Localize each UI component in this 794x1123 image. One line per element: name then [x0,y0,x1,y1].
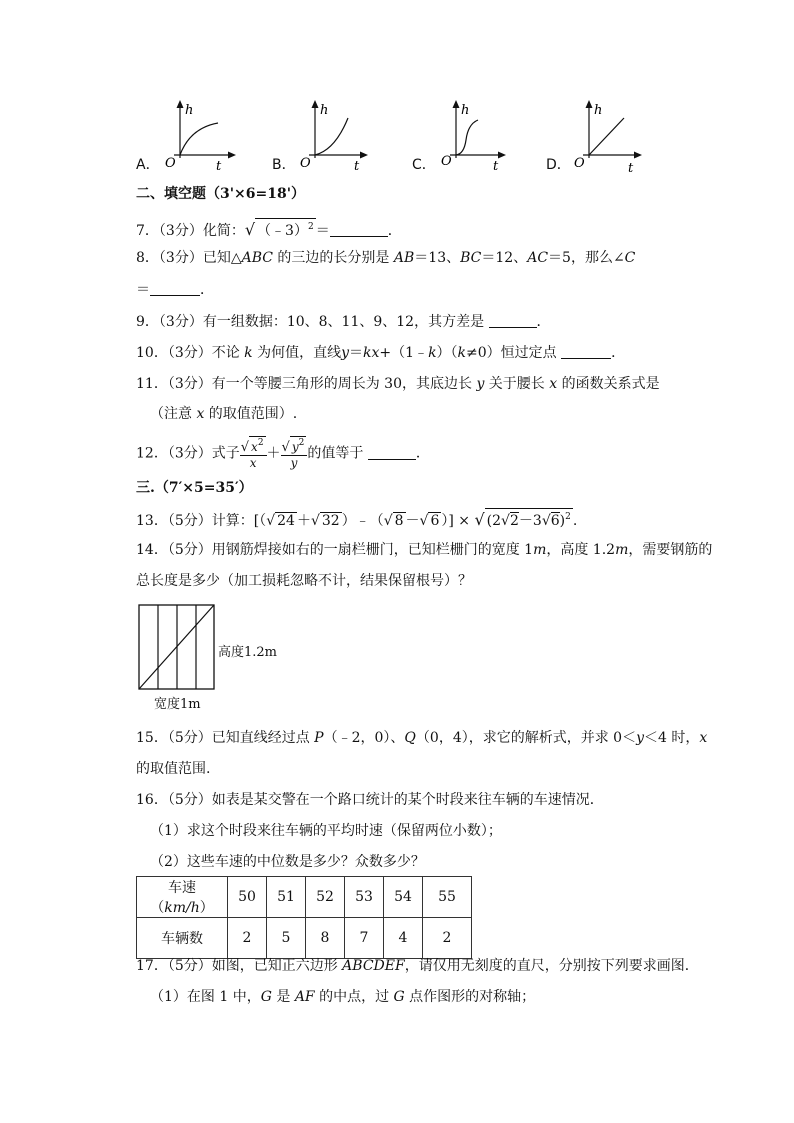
graph-b [300,100,368,174]
question-16: 16．（5分）如表是某交警在一个路口统计的某个时段来往车辆的车速情况． [136,792,604,808]
answer-blank-7[interactable] [330,222,388,237]
graph-c-o: O [441,154,452,169]
question-10: 10．（3分）不论 k 为何值，直线y＝kx+（1﹣k）（k≠0）恒过定点 ． [136,345,626,361]
question-13: 13．（5分）计算：[（√ 24 ＋√ 32 ）﹣（√ 8 －√ 6 ）] × √ $(2√2-3√6)^2$ . [136,510,578,529]
graph-a [165,100,236,174]
graph-d-o: O [574,156,585,171]
question-17-sub1: （1）在图 1 中，G 是 AF 的中点，过 G 点作图形的对称轴； [150,989,536,1005]
question-11: 11．（3分）有一个等腰三角形的周长为 30，其底边长 y 关于腰长 x 的函数关系式是 [136,376,660,392]
table-cell: 2 [423,918,472,959]
graph-c-curve [456,120,478,155]
question-7: 7．（3分）化简：√ （﹣3）$^2$ ＝ ． [136,220,402,239]
graph-b-curve [315,118,348,155]
section-3-title: 三.（7′×5=35′） [136,480,253,496]
table-row [137,918,472,959]
graph-c [441,100,506,174]
graph-c-t: t [493,159,499,174]
question-8: 8．（3分）已知△ABC 的三边的长分别是 AB＝13、BC＝12、AC＝5，那么∠C [136,250,636,266]
answer-blank-8[interactable] [150,281,200,296]
graph-d-line [589,118,624,155]
question-11-line2: （注意 x 的取值范围）. [150,406,298,422]
table-cell: 52 [306,877,345,918]
table-header-count: 车辆数 [137,918,228,959]
question-8-line2: ＝ ． [136,282,214,298]
graph-a-o: O [165,156,176,171]
table-cell: 53 [345,877,384,918]
answer-blank-9[interactable] [489,313,537,328]
table-header-speed: 车速（km/h） [137,877,228,918]
table-cell: 54 [384,877,423,918]
section-fill-in-title: 二、填空题（3'×6=18'） [136,186,305,202]
answer-blank-12[interactable] [368,445,416,460]
question-17: 17．（5分）如图，已知正六边形 ABCDEF，请仅用无刻度的直尺，分别按下列要求画图． [136,958,699,974]
table-cell: 2 [228,918,267,959]
graph-d [574,100,642,176]
table-row [137,877,472,918]
graph-a-t: t [216,159,222,174]
graph-b-t: t [354,159,360,174]
table-cell: 5 [267,918,306,959]
table-cell: 4 [384,918,423,959]
table-cell: 55 [423,877,472,918]
graph-c-h: h [461,103,470,118]
graph-d-h: h [594,103,603,118]
option-c-label: C． [412,157,436,173]
question-14: 14．（5分）用钢筋焊接如右的一扇栏栅门，已知栏栅门的宽度 1m，高度 1.2m，需要钢筋的 [136,542,713,558]
table-cell: 8 [306,918,345,959]
gate-width-label: 宽度1m [154,697,201,712]
question-16-sub2: （2）这些车速的中位数是多少？众数多少？ [150,854,425,870]
table-cell: 50 [228,877,267,918]
speed-table [136,876,472,959]
option-d-label: D． [546,157,571,173]
option-b-label: B． [272,157,296,173]
question-15: 15．（5分）已知直线经过点 P（﹣2，0）、Q（0，4），求它的解析式，并求 0＜y＜4 时，x [136,730,708,746]
graph-b-o: O [300,156,311,171]
graph-options [0,0,794,180]
question-16-sub1: （1）求这个时段来往车辆的平均时速（保留两位小数）； [150,823,502,839]
graph-a-curve [180,123,218,155]
graph-b-h: h [320,103,329,118]
answer-blank-10[interactable] [561,344,611,359]
graph-a-h: h [185,103,194,118]
question-14-line2: 总长度是多少（加工损耗忽略不计，结果保留根号）？ [136,573,472,589]
question-9: 9．（3分）有一组数据：10、8、11、9、12，其方差是 ． [136,314,551,330]
table-cell: 7 [345,918,384,959]
option-a-label: A． [136,157,160,173]
graph-d-t: t [628,161,634,176]
question-15-line2: 的取值范围. [136,761,211,777]
question-12: 12．（3分）式子 $\frac{√ x^2}{x}$ ＋ $\frac{√ y^2}{y}$ 的值等于 ． [136,438,430,470]
table-cell: 51 [267,877,306,918]
gate-height-label: 高度1.2m [218,645,278,660]
